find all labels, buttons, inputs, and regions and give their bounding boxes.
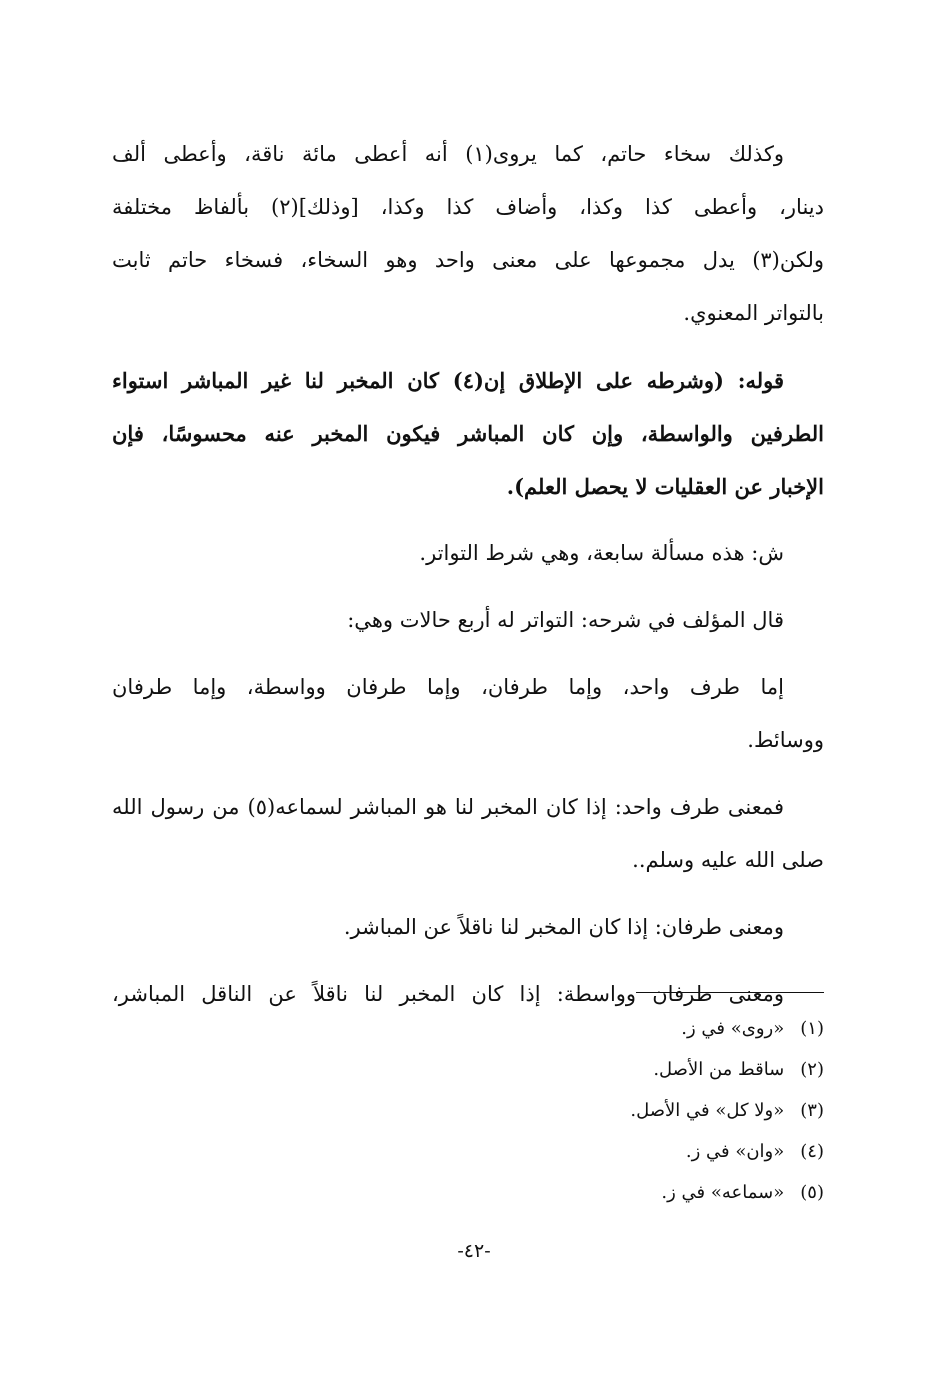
footnote-number: (٢) bbox=[800, 1059, 824, 1080]
text-line: إما طرف واحد، وإما طرفان، وإما طرفان وواسطة، وإما طرفان bbox=[112, 675, 784, 699]
text-line: ومعنى طرفان وواسطة: إذا كان المخبر لنا ناقلاً عن الناقل المباشر، bbox=[112, 982, 784, 1006]
paragraph bbox=[112, 527, 824, 580]
footnote-number: (٤) bbox=[800, 1141, 824, 1162]
footnote bbox=[630, 1008, 824, 1049]
paragraph bbox=[112, 901, 824, 954]
footnote-text: ساقط من الأصل. bbox=[653, 1059, 785, 1080]
footnote bbox=[630, 1090, 824, 1131]
footnote bbox=[630, 1131, 824, 1172]
footnote-rule bbox=[636, 992, 824, 993]
text-line: دينار، وأعطى كذا وكذا، وأضاف كذا وكذا، [وذلك](٢) بألفاظ مختلفة bbox=[112, 195, 824, 219]
footnote-text: «سماعه» في ز. bbox=[661, 1182, 785, 1203]
text-line: فمعنى طرف واحد: إذا كان المخبر لنا هو المباشر لسماعه(٥) من رسول الله bbox=[112, 795, 785, 819]
footnote-text: «روى» في ز. bbox=[681, 1018, 785, 1039]
footnote-number: (٥) bbox=[800, 1182, 824, 1203]
main-text bbox=[112, 128, 824, 1035]
paragraph bbox=[112, 781, 824, 887]
text-line: ووسائط. bbox=[747, 728, 824, 752]
text-line: ومعنى طرفان: إذا كان المخبر لنا ناقلاً عن المباشر. bbox=[343, 915, 784, 939]
paragraph bbox=[112, 128, 824, 340]
text-line: صلى الله عليه وسلم.. bbox=[632, 848, 824, 872]
paragraph bbox=[112, 661, 824, 767]
text-line: قوله: (وشرطه على الإطلاق إن(٤) كان المخبر لنا غير المباشر استواء bbox=[112, 368, 784, 393]
text-line: بالتواتر المعنوي. bbox=[683, 301, 824, 325]
text-line: ش: هذه مسألة سابعة، وهي شرط التواتر. bbox=[419, 541, 784, 565]
text-line: قال المؤلف في شرحه: التواتر له أربع حالات وهي: bbox=[347, 608, 784, 632]
text-line: وكذلك سخاء حاتم، كما يروى(١) أنه أعطى مائة ناقة، وأعطى ألف bbox=[112, 142, 784, 166]
footnote-number: (١) bbox=[800, 1018, 824, 1039]
footnotes bbox=[630, 1008, 824, 1213]
footnote-number: (٣) bbox=[800, 1100, 824, 1121]
text-line: الطرفين والواسطة، وإن كان المباشر فيكون المخبر عنه محسوسًا، فإن bbox=[112, 421, 824, 446]
footnote bbox=[630, 1049, 824, 1090]
page-number: -٤٢- bbox=[457, 1240, 491, 1262]
paragraph bbox=[112, 594, 824, 647]
footnote-text: «وان» في ز. bbox=[685, 1141, 785, 1162]
footnote-text: «ولا كل» في الأصل. bbox=[630, 1100, 785, 1121]
text-line: ولكن(٣) يدل مجموعها على معنى واحد وهو السخاء، فسخاء حاتم ثابت bbox=[112, 248, 824, 272]
footnote bbox=[630, 1172, 824, 1213]
text-line: الإخبار عن العقليات لا يحصل العلم). bbox=[506, 474, 824, 499]
paragraph-quote bbox=[112, 354, 824, 513]
